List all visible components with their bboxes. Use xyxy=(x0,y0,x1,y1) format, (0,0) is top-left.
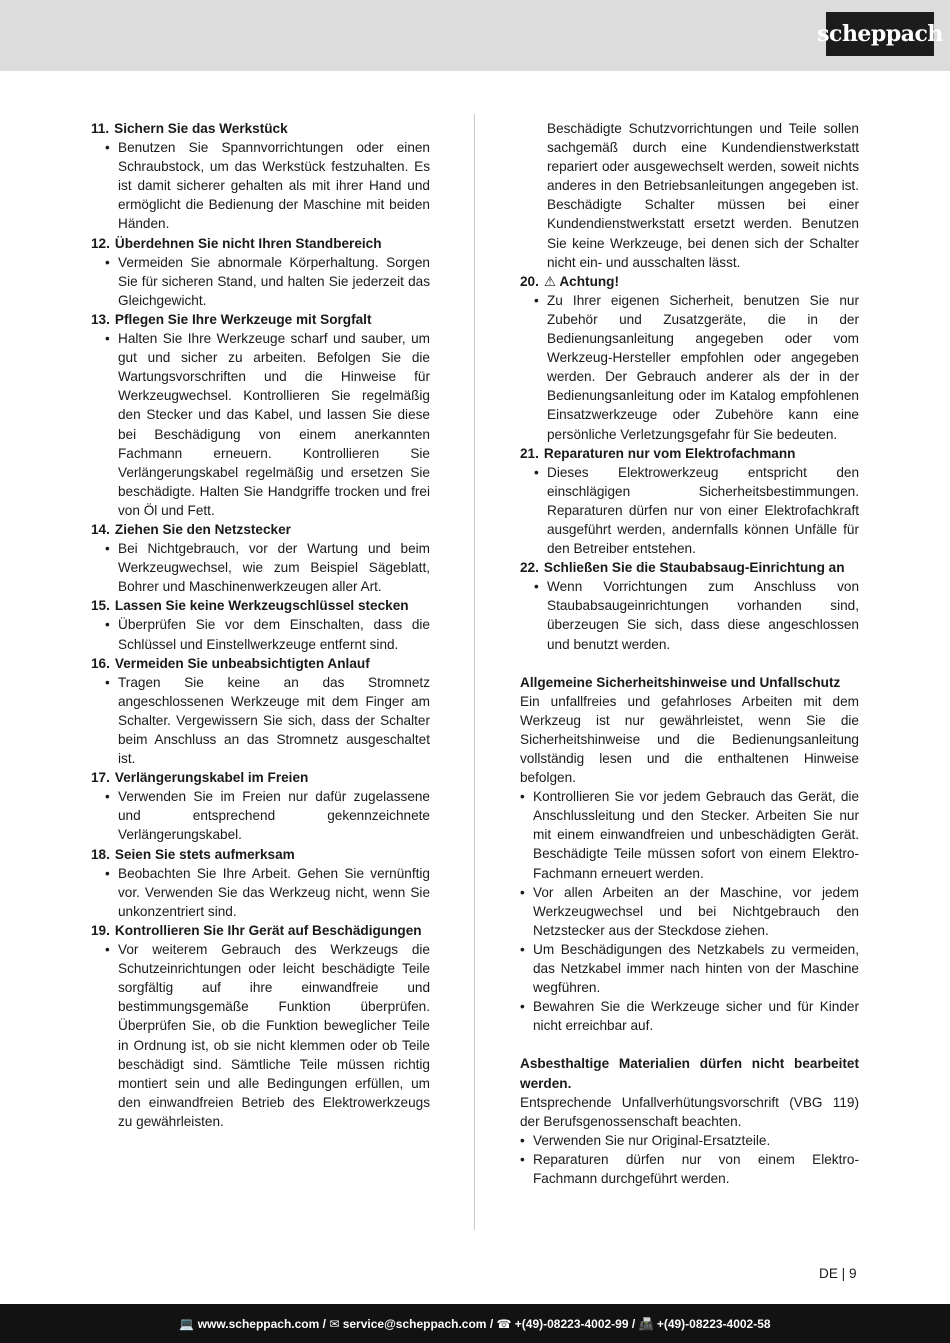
heading-number: 14. xyxy=(91,521,110,537)
bullet-item xyxy=(520,940,859,997)
bullet-marker: • xyxy=(105,331,110,347)
bullet-marker: • xyxy=(105,674,110,690)
bullet-text: Vor weiterem Gebrauch des Werkzeugs die Schutzeinrichtungen oder leicht beschädigte Teile sorgfältig auf ihre einwandfreie und bestimmungsgemäße Funktion überprüfen. Überprüfen Sie, ob die Funktion beweglicher Teile in Ordnung ist, ob sie nicht klemmen oder ob Teile beschädigt sind. Sämtliche Teile müssen richtig montiert sein und alle Bedingungen erfüllen, um den einwandfreien Betrieb des Elektrowerkzeugs zu gewährleisten. xyxy=(118,942,430,1129)
bullet-text: Tragen Sie keine an das Stromnetz angeschlossenen Werkzeuge mit dem Finger am Schalter. Vergewissern Sie sich, dass der Schalter beim Anschluss an das Stromnetz ausgeschaltet ist. xyxy=(118,674,430,767)
section-heading xyxy=(91,119,430,138)
bullet-item xyxy=(91,329,430,520)
bullet-item xyxy=(91,787,430,844)
spacer xyxy=(520,1035,859,1054)
left-text-column xyxy=(91,119,430,1131)
heading-text: Sichern Sie das Werkstück xyxy=(114,121,288,136)
bullet-text: Kontrollieren Sie vor jedem Gebrauch das Gerät, die Anschlussleitung und den Stecker. Arbeiten Sie nur mit einem einwandfreien und unbeschädigten Gerät. Beschädigte Teile müssen sofort von einem Elektro-Fachmann erneuert werden. xyxy=(533,789,859,881)
section-heading xyxy=(520,444,859,463)
bullet-marker: • xyxy=(105,789,110,805)
bullet-item xyxy=(91,138,430,233)
bullet-marker: • xyxy=(105,254,110,270)
bullet-text: Verwenden Sie im Freien nur dafür zugelassene und entsprechend gekennzeichnete Verlängerungskabel. xyxy=(118,789,430,843)
section-heading xyxy=(91,596,430,615)
bullet-item xyxy=(520,291,859,444)
website-link[interactable]: www.scheppach.com xyxy=(197,1316,320,1331)
email-link[interactable]: service@scheppach.com xyxy=(342,1316,487,1331)
computer-icon: 💻 xyxy=(179,1316,198,1331)
bullet-text: Wenn Vorrichtungen zum Anschluss von Staubabsaugeinrichtungen vorhanden sind, überzeugen Sie sich, dass diese angeschlossen und benutzt werden. xyxy=(547,579,859,652)
bullet-item xyxy=(520,463,859,558)
contact-footer: 💻 www.scheppach.com / ✉ service@scheppach.com / ☎ +(49)-08223-4002-99 / 📠 +(49)-08223-4002-58 xyxy=(0,1304,950,1343)
bullet-marker: • xyxy=(534,292,539,308)
heading-text: Lassen Sie keine Werkzeugschlüssel stecken xyxy=(114,598,409,614)
heading-number: 20. xyxy=(520,273,539,289)
heading-text: Reparaturen nur vom Elektrofachmann xyxy=(543,445,796,461)
bullet-marker: • xyxy=(105,140,110,156)
bullet-text: Halten Sie Ihre Werkzeuge scharf und sauber, um gut und sicher zu arbeiten. Befolgen Sie die Wartungsvorschriften und die Hinweise für Werkzeugwechsel. Kontrollieren Sie regelmäßig den Stecker und das Kabel, und lassen Sie diese bei Beschädigung von einem anerkannten Fachmann erneuern. Kontrollieren Sie Verlängerungskabel regelmäßig und ersetzen Sie beschädigte. Halten Sie Handgriffe trocken und frei von Öl und Fett. xyxy=(118,331,430,518)
phone-number: +(49)-08223-4002-99 xyxy=(514,1316,629,1331)
column-divider xyxy=(474,114,475,1230)
heading-text: ⚠ Achtung! xyxy=(543,273,620,289)
bullet-item xyxy=(91,940,430,1131)
section-heading xyxy=(91,234,430,253)
page-number: DE | 9 xyxy=(819,1266,857,1281)
bullet-marker: • xyxy=(520,999,525,1015)
bullet-text: Um Beschädigungen des Netzkabels zu vermeiden, das Netzkabel immer nach hinten von der Maschine wegführen. xyxy=(533,941,859,996)
section-title: Allgemeine Sicherheitshinweise und Unfallschutz xyxy=(520,674,841,690)
bullet-text: Reparaturen dürfen nur von einem Elektro- Fachmann durchgeführt werden. xyxy=(533,1151,859,1186)
bullet-text: Beobachten Sie Ihre Arbeit. Gehen Sie vernünftig vor. Verwenden Sie das Werkzeug nicht, wenn Sie unkonzentriert sind. xyxy=(118,865,430,919)
bullet-marker: • xyxy=(105,942,110,958)
bullet-text: Bei Nichtgebrauch, vor der Wartung und beim Werkzeugwechsel, wie zum Beispiel Sägeblatt, Bohrer und Maschinenwerkzeugen aller Art. xyxy=(118,541,430,595)
heading-number: 17. xyxy=(91,770,110,786)
bullet-item xyxy=(520,883,859,940)
section-heading xyxy=(520,272,859,291)
heading-number: 12. xyxy=(91,235,110,251)
phone-icon: ☎ xyxy=(496,1316,515,1331)
bullet-marker: • xyxy=(520,789,525,805)
heading-text: Pflegen Sie Ihre Werkzeuge mit Sorgfalt xyxy=(114,311,372,327)
bullet-marker: • xyxy=(105,865,110,881)
bullet-marker: • xyxy=(534,464,539,480)
heading-text: Verlängerungskabel im Freien xyxy=(114,770,309,786)
right-text-column xyxy=(520,119,859,1188)
spacer xyxy=(520,654,859,673)
bullet-item xyxy=(520,1131,859,1150)
bullet-text: Benutzen Sie Spannvorrichtungen oder einen Schraubstock, um das Werkstück festzuhalten. Es ist damit sicherer gehalten als mit ihrer Hand und ermöglicht die Bedienung der Maschine mit beiden Händen. xyxy=(118,140,430,232)
section-heading xyxy=(520,558,859,577)
bullet-text: Bewahren Sie die Werkzeuge sicher und für Kinder nicht erreichbar auf. xyxy=(533,999,859,1034)
bullet-marker: • xyxy=(105,617,110,633)
bullet-item xyxy=(520,787,859,882)
fax-number: +(49)-08223-4002-58 xyxy=(656,1316,771,1331)
bullet-marker: • xyxy=(105,541,110,557)
bullet-marker: • xyxy=(520,1132,525,1148)
bullet-text: Überprüfen Sie vor dem Einschalten, dass die Schlüssel und Einstellwerkzeuge entfernt sind. xyxy=(118,617,430,652)
bullet-item xyxy=(91,253,430,310)
mail-icon: ✉ xyxy=(329,1316,343,1331)
heading-number: 16. xyxy=(91,655,110,671)
section-heading xyxy=(91,921,430,940)
heading-number: 13. xyxy=(91,311,110,327)
heading-number: 18. xyxy=(91,846,110,862)
heading-text: Schließen Sie die Staubabsaug-Einrichtung an xyxy=(543,560,845,576)
bullet-text: Verwenden Sie nur Original-Ersatzteile. xyxy=(533,1132,771,1148)
section-heading xyxy=(91,520,430,539)
bullet-text: Dieses Elektrowerkzeug entspricht den einschlägigen Sicherheitsbestimmungen. Reparaturen dürfen nur von einer Elektrofachkraft ausgeführt werden, andernfalls können Unfälle für den Betreiber entstehen. xyxy=(547,464,859,557)
section-heading xyxy=(91,768,430,787)
bullet-item xyxy=(91,539,430,596)
heading-text: Überdehnen Sie nicht Ihren Standbereich xyxy=(114,235,382,251)
paragraph: Entsprechende Unfallverhütungsvorschrift (VBG 119) der Berufsgenossenschaft beachten. xyxy=(520,1094,859,1129)
bullet-item xyxy=(91,864,430,921)
bullet-text: Vermeiden Sie abnormale Körperhaltung. Sorgen Sie für sicheren Stand, und halten Sie jederzeit das Gleichgewicht. xyxy=(118,254,430,308)
fax-icon: 📠 xyxy=(638,1316,657,1331)
bullet-text: Vor allen Arbeiten an der Maschine, vor jedem Werkzeugwechsel und bei Nichtgebrauch den Netzstecker aus der Steckdose ziehen. xyxy=(533,884,859,938)
section-heading xyxy=(91,310,430,329)
heading-text: Seien Sie stets aufmerksam xyxy=(114,846,295,862)
bullet-marker: • xyxy=(534,579,539,595)
bullet-marker: • xyxy=(520,941,525,957)
paragraph: Ein unfallfreies und gefahrloses Arbeiten mit dem Werkzeug ist nur gewährleistet, wenn Sie die Sicherheitshinweise und die Bedienungsanleitung vollständig lesen und die enthaltenen Hinweise befolgen. xyxy=(520,693,859,786)
bullet-item xyxy=(520,997,859,1035)
section-heading xyxy=(91,654,430,673)
continued-paragraph: Beschädigte Schutzvorrichtungen und Teile sollen sachgemäß durch eine Kundendienstwerkstatt repariert oder ausgewechselt werden, soweit nichts anderes in den Betriebsanleitungen angegeben ist. Beschädigte Schalter müssen bei einer Kundendienstwerkstatt ersetzt werden. Benutzen Sie keine Werkzeuge, bei denen sich der Schalter nicht ein- und ausschalten lässt. xyxy=(547,121,859,270)
heading-number: 21. xyxy=(520,445,539,461)
bullet-item xyxy=(520,1150,859,1188)
heading-number: 22. xyxy=(520,560,539,576)
header-bar xyxy=(0,0,950,71)
bullet-marker: • xyxy=(520,1151,525,1167)
bullet-marker: • xyxy=(520,884,525,900)
heading-number: 19. xyxy=(91,922,110,938)
brand-logo: scheppach xyxy=(826,12,934,56)
bullet-item xyxy=(91,615,430,653)
bullet-text: Zu Ihrer eigenen Sicherheit, benutzen Sie nur Zubehör und Zusatzgeräte, die in der Bedienungsanleitung angegeben oder vom Werkzeug-Hersteller empfohlen oder angegeben werden. Der Gebrauch anderer als der in der Bedienungsanleitung oder im Katalog empfohlenen Einsatzwerkzeuge oder Zubehöre kann eine persönliche Verletzungsgefahr für Sie bedeuten. xyxy=(547,292,859,442)
heading-number: 11. xyxy=(91,121,110,136)
section-heading xyxy=(91,845,430,864)
bullet-item xyxy=(91,673,430,768)
heading-text: Vermeiden Sie unbeabsichtigten Anlauf xyxy=(114,655,370,671)
heading-text: Kontrollieren Sie Ihr Gerät auf Beschädigungen xyxy=(114,922,422,938)
bullet-item xyxy=(520,577,859,653)
heading-text: Ziehen Sie den Netzstecker xyxy=(114,521,291,537)
heading-number: 15. xyxy=(91,598,110,614)
section-title: Asbesthaltige Materialien dürfen nicht bearbeitet werden. xyxy=(520,1056,859,1091)
